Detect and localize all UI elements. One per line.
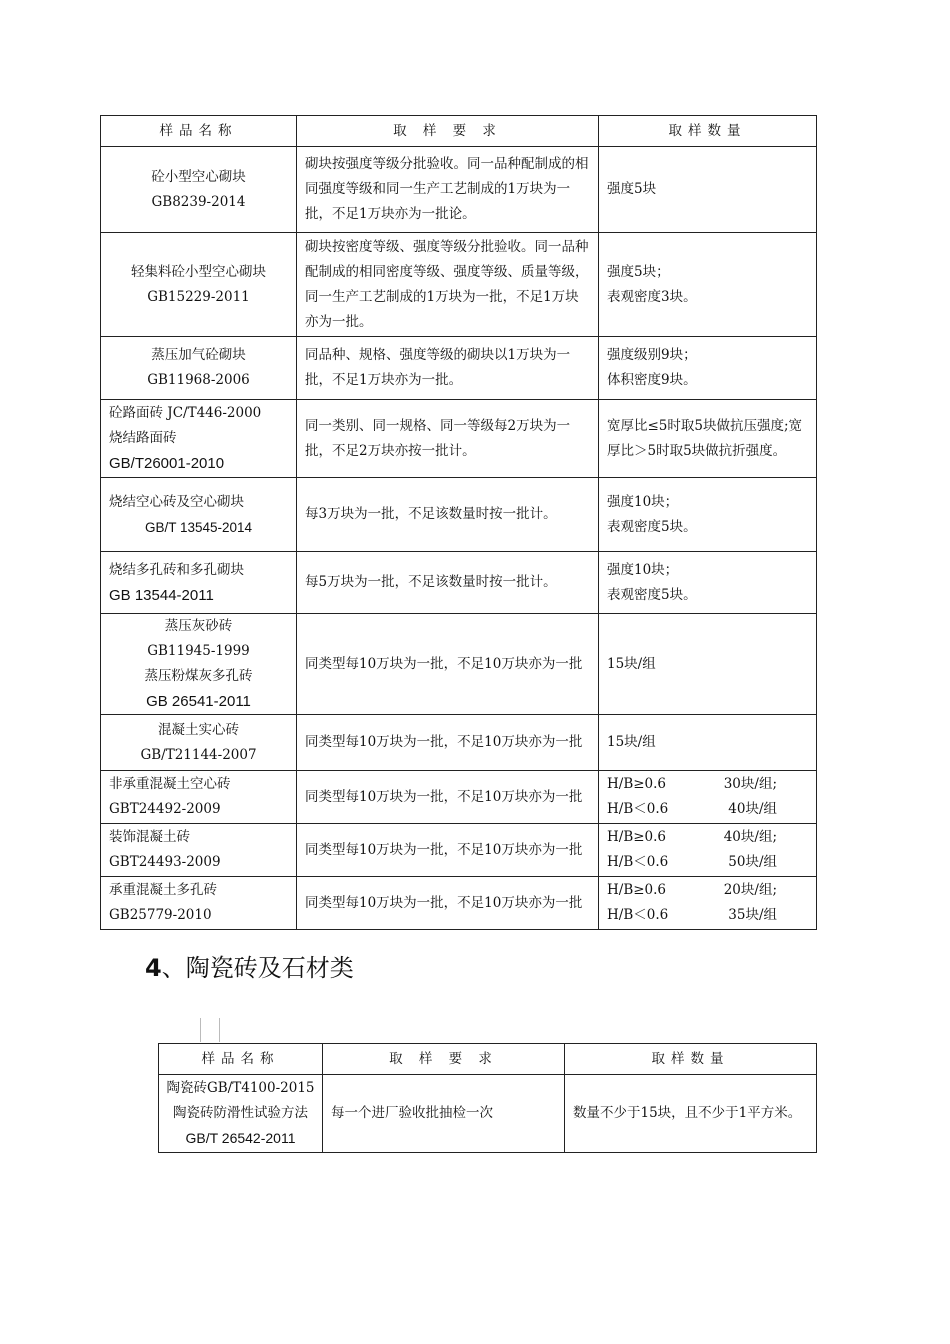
header-sample-name: 样品名称 bbox=[159, 1044, 323, 1075]
header-sample-name: 样品名称 bbox=[101, 116, 297, 147]
quantity-cell: 15块/组 bbox=[599, 614, 817, 715]
table-row bbox=[101, 715, 817, 771]
requirement-cell: 每5万块为一批，不足该数量时按一批计。 bbox=[297, 552, 599, 614]
sample-name-cell: 烧结多孔砖和多孔砌块 GB 13544-2011 bbox=[101, 552, 297, 614]
table-row bbox=[101, 478, 817, 552]
requirement-cell: 每3万块为一批，不足该数量时按一批计。 bbox=[297, 478, 599, 552]
header-sampling-quantity: 取样数量 bbox=[565, 1044, 817, 1075]
divider bbox=[219, 1018, 220, 1042]
table-row bbox=[101, 824, 817, 877]
quantity-cell: 宽厚比≤5时取5块做抗压强度;宽厚比＞5时取5块做抗折强度。 bbox=[599, 400, 817, 478]
divider bbox=[200, 1018, 201, 1042]
quantity-cell: H/B≥0.6 40块/组; H/B＜0.6 50块/组 bbox=[599, 824, 817, 877]
table-row bbox=[101, 147, 817, 233]
header-sampling-requirement: 取 样 要 求 bbox=[297, 116, 599, 147]
table-row bbox=[101, 614, 817, 715]
sample-name-cell: 烧结空心砖及空心砌块 GB/T 13545-2014 bbox=[101, 478, 297, 552]
quantity-cell: 强度10块； 表观密度5块。 bbox=[599, 478, 817, 552]
requirement-cell: 同品种、规格、强度等级的砌块以1万块为一批，不足1万块亦为一批。 bbox=[297, 337, 599, 400]
quantity-cell: 强度5块； 表观密度3块。 bbox=[599, 233, 817, 337]
table-row bbox=[101, 552, 817, 614]
quantity-cell: 强度级别9块； 体积密度9块。 bbox=[599, 337, 817, 400]
quantity-cell: 15块/组 bbox=[599, 715, 817, 771]
sample-name-cell: 砼路面砖 JC/T446-2000 烧结路面砖 GB/T26001-2010 bbox=[101, 400, 297, 478]
section-heading: 4、陶瓷砖及石材类 bbox=[145, 954, 354, 982]
quantity-cell: 数量不少于15块，且不少于1平方米。 bbox=[565, 1075, 817, 1153]
requirement-cell: 同类型每10万块为一批，不足10万块亦为一批 bbox=[297, 715, 599, 771]
quantity-cell: H/B≥0.6 30块/组; H/B＜0.6 40块/组 bbox=[599, 771, 817, 824]
table-header-row bbox=[159, 1044, 817, 1075]
quantity-cell: 强度10块； 表观密度5块。 bbox=[599, 552, 817, 614]
quantity-cell: 强度5块 bbox=[599, 147, 817, 233]
sample-name-cell: 蒸压灰砂砖 GB11945-1999 蒸压粉煤灰多孔砖 GB 26541-2011 bbox=[101, 614, 297, 715]
sample-name-cell: 非承重混凝土空心砖 GBT24492-2009 bbox=[101, 771, 297, 824]
requirement-cell: 同类型每10万块为一批，不足10万块亦为一批 bbox=[297, 877, 599, 930]
requirement-cell: 每一个进厂验收批抽检一次 bbox=[323, 1075, 565, 1153]
table-row bbox=[101, 337, 817, 400]
sampling-table-bricks bbox=[100, 115, 817, 930]
requirement-cell: 同类型每10万块为一批，不足10万块亦为一批 bbox=[297, 614, 599, 715]
quantity-cell: H/B≥0.6 20块/组; H/B＜0.6 35块/组 bbox=[599, 877, 817, 930]
sample-name-cell: 承重混凝土多孔砖 GB25779-2010 bbox=[101, 877, 297, 930]
sample-name-cell: 轻集料砼小型空心砌块 GB15229-2011 bbox=[101, 233, 297, 337]
table-header-row bbox=[101, 116, 817, 147]
requirement-cell: 同类型每10万块为一批，不足10万块亦为一批 bbox=[297, 771, 599, 824]
sampling-table-tiles bbox=[158, 1043, 817, 1153]
header-sampling-quantity: 取样数量 bbox=[599, 116, 817, 147]
table-row bbox=[101, 233, 817, 337]
requirement-cell: 砌块按强度等级分批验收。同一品种配制成的相同强度等级和同一生产工艺制成的1万块为一批，不足1万块亦为一批论。 bbox=[297, 147, 599, 233]
sample-name-cell: 砼小型空心砌块 GB8239-2014 bbox=[101, 147, 297, 233]
table-row bbox=[101, 877, 817, 930]
table-row bbox=[101, 400, 817, 478]
requirement-cell: 砌块按密度等级、强度等级分批验收。同一品种配制成的相同密度等级、强度等级、质量等级，同一生产工艺制成的1万块为一批，不足1万块亦为一批。 bbox=[297, 233, 599, 337]
sample-name-cell: 装饰混凝土砖 GBT24493-2009 bbox=[101, 824, 297, 877]
sample-name-cell: 陶瓷砖GB/T4100-2015 陶瓷砖防滑性试验方法 GB/T 26542-2011 bbox=[159, 1075, 323, 1153]
sample-name-cell: 蒸压加气砼砌块 GB11968-2006 bbox=[101, 337, 297, 400]
table-row bbox=[159, 1075, 817, 1153]
header-sampling-requirement: 取 样 要 求 bbox=[323, 1044, 565, 1075]
sample-name-cell: 混凝土实心砖 GB/T21144-2007 bbox=[101, 715, 297, 771]
requirement-cell: 同类型每10万块为一批，不足10万块亦为一批 bbox=[297, 824, 599, 877]
table-row bbox=[101, 771, 817, 824]
requirement-cell: 同一类别、同一规格、同一等级每2万块为一批，不足2万块亦按一批计。 bbox=[297, 400, 599, 478]
